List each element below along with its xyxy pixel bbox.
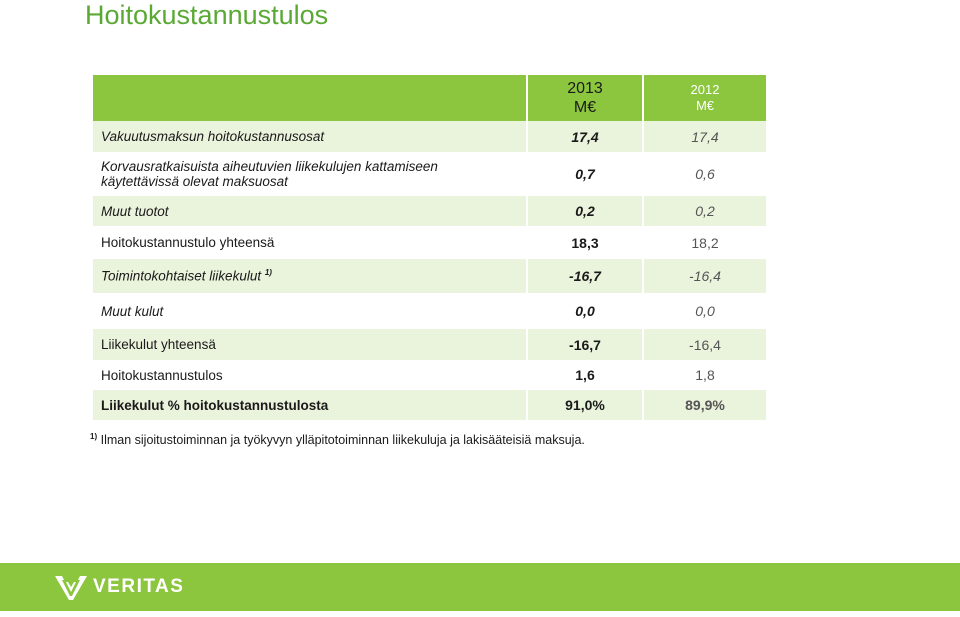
veritas-v-icon [55,574,87,600]
table-row [93,390,766,420]
header-prev-unit: M€ [695,98,715,113]
results-table [93,75,766,420]
row-label [93,259,527,293]
row-label: Liikekulut yhteensä [93,329,527,360]
page-title: Hoitokustannustulos [85,0,329,30]
row-value-2013: 0,0 [527,293,643,329]
row-label: Hoitokustannustulos [93,360,527,390]
row-value-2013: 91,0% [527,390,643,420]
header-2013 [527,75,643,121]
footnote [90,432,585,447]
row-value-2012: 89,9% [643,390,766,420]
row-label-line2: käytettävissä olevat maksuosat [101,174,288,189]
header-empty-cell [93,75,527,121]
table-row [93,152,766,196]
footnote-marker: 1) [264,268,272,278]
table-row [93,121,766,152]
header-cur-year: 2013 [567,80,603,97]
row-value-2013: 1,6 [527,360,643,390]
row-label: Liikekulut % hoitokustannustulosta [93,390,527,420]
row-label-text: Toimintokohtaiset liikekulut [101,268,262,284]
row-value-2013: -16,7 [527,259,643,293]
row-value-2013: -16,7 [527,329,643,360]
row-value-2012: 0,0 [643,293,766,329]
header-2012 [643,75,766,121]
footnote-marker: 1) [90,432,98,441]
table-row [93,293,766,329]
header-prev-year: 2012 [690,82,720,97]
table-row [93,226,766,259]
row-value-2012: 0,2 [643,196,766,226]
row-label-line1: Korvausratkaisuista aiheutuvien liikekulujen kattamiseen [101,159,438,174]
table-row [93,329,766,360]
row-value-2013: 0,2 [527,196,643,226]
row-label: Hoitokustannustulo yhteensä [93,226,527,259]
row-label [93,152,527,196]
row-label: Muut kulut [93,293,527,329]
brand-name: VERITAS [93,576,185,597]
table-row [93,259,766,293]
row-value-2012: 18,2 [643,226,766,259]
veritas-logo [55,573,184,601]
row-label: Vakuutusmaksun hoitokustannusosat [93,121,527,152]
row-value-2012: -16,4 [643,259,766,293]
header-cur-unit: M€ [573,99,597,116]
row-value-2013: 17,4 [527,121,643,152]
row-value-2012: 1,8 [643,360,766,390]
row-label: Muut tuotot [93,196,527,226]
row-value-2013: 18,3 [527,226,643,259]
table-row [93,196,766,226]
row-value-2012: 17,4 [643,121,766,152]
table-row [93,360,766,390]
table-header-row [93,75,766,121]
row-value-2012: -16,4 [643,329,766,360]
row-value-2013: 0,7 [527,152,643,196]
footer-bar [0,563,960,611]
row-value-2012: 0,6 [643,152,766,196]
footnote-text: Ilman sijoitustoiminnan ja työkyvyn ylläpitotoiminnan liikekuluja ja lakisääteisiä maksuja. [100,433,585,448]
